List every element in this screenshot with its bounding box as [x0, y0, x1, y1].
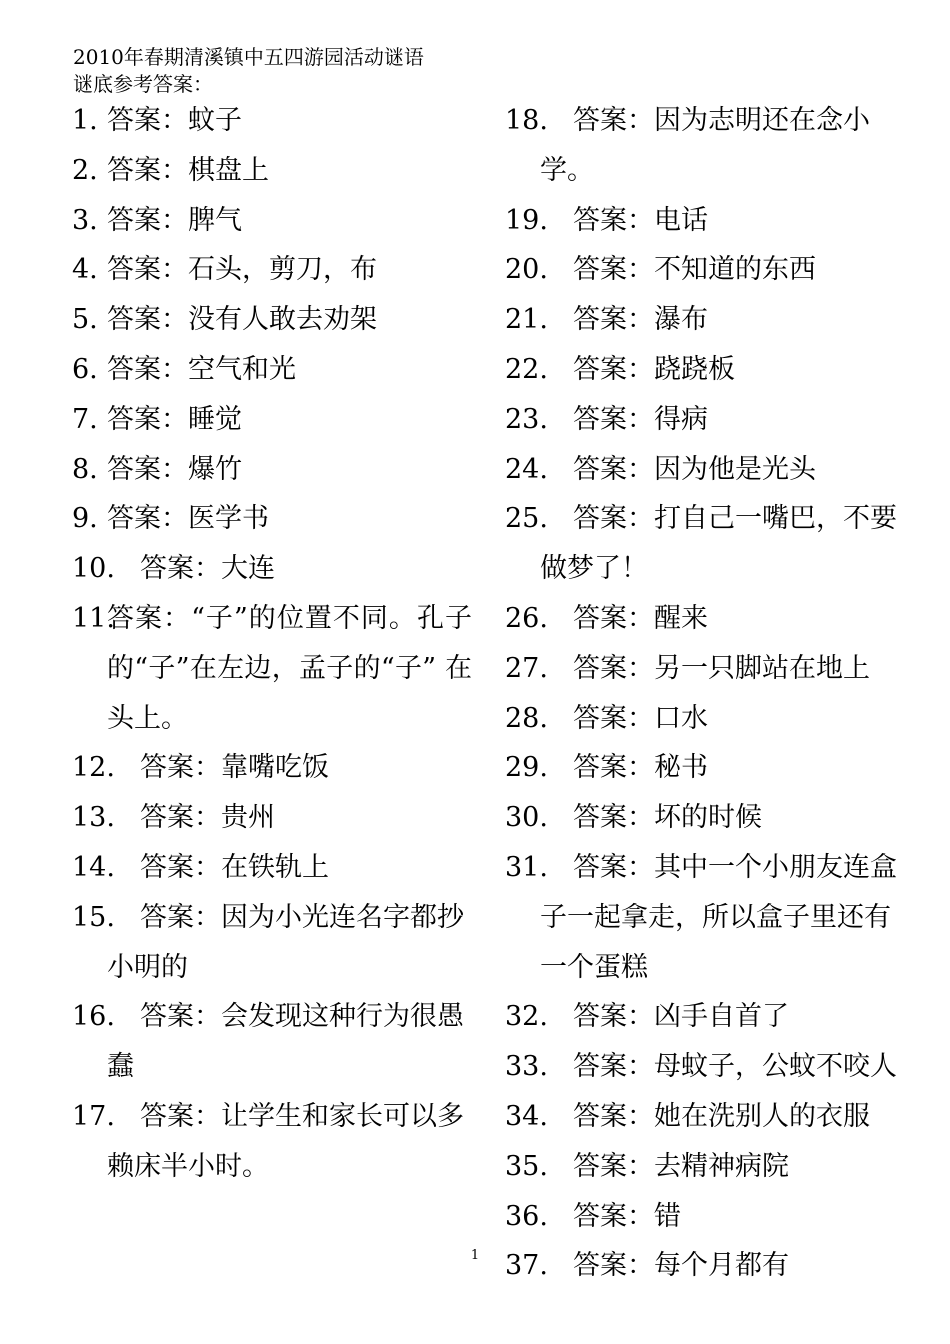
answer-number: 31.	[505, 851, 548, 883]
answer-item	[72, 743, 472, 793]
answer-text: 答案：让学生和家长可以多赖床半小时。	[107, 1100, 464, 1182]
answer-text: 答案：石头，剪刀，布	[107, 254, 377, 286]
answer-number: 7.	[72, 403, 98, 435]
answer-item	[72, 843, 472, 893]
answer-text: 答案：因为他是光头	[573, 453, 816, 485]
answer-number: 12.	[72, 752, 115, 784]
answer-item	[505, 1142, 910, 1192]
answer-item	[505, 743, 910, 793]
answer-item	[72, 345, 472, 395]
answer-item	[505, 992, 910, 1042]
answer-item	[72, 395, 472, 445]
answer-item	[72, 594, 472, 743]
answer-item	[505, 96, 910, 196]
answer-text: 答案：空气和光	[107, 353, 296, 385]
answer-number: 21.	[505, 304, 548, 336]
answer-text: 答案：她在洗别人的衣服	[573, 1100, 870, 1132]
answer-number: 37.	[505, 1250, 548, 1282]
answer-number: 26.	[505, 602, 548, 634]
answer-item	[72, 196, 472, 246]
answer-text: 答案：打自己一嘴巴，不要做梦了！	[540, 503, 897, 585]
answer-number: 1.	[72, 105, 98, 136]
answer-item	[505, 345, 910, 395]
answer-text: 答案：在铁轨上	[140, 851, 329, 883]
answer-number: 34.	[505, 1100, 548, 1132]
answer-text: 答案：母蚊子，公蚊不咬人	[573, 1051, 897, 1083]
answer-number: 6.	[72, 353, 98, 385]
answer-number: 33.	[505, 1051, 548, 1083]
answer-number: 3.	[72, 204, 98, 236]
answer-number: 32.	[505, 1001, 548, 1033]
answer-text: 答案：错	[573, 1200, 681, 1232]
answer-text: 答案：瀑布	[573, 304, 708, 336]
answer-item	[72, 1092, 472, 1192]
answer-item	[72, 893, 472, 993]
answer-text: 答案：会发现这种行为很愚蠢	[107, 1001, 464, 1083]
answer-text: 答案：没有人敢去劝架	[107, 304, 377, 336]
answer-text: 答案：靠嘴吃饭	[140, 752, 329, 784]
answer-number: 30.	[505, 802, 548, 834]
answer-number: 28.	[505, 702, 548, 734]
answer-number: 24.	[505, 453, 548, 485]
answer-item	[505, 196, 910, 246]
page-number: 1	[470, 1248, 480, 1263]
answer-item	[505, 295, 910, 345]
answer-number: 2.	[72, 154, 98, 186]
answer-item	[72, 992, 472, 1092]
answer-item	[72, 295, 472, 345]
answer-number: 14.	[72, 851, 115, 883]
answer-text: 答案：“子”的位置不同。孔子的“子”在左边，孟子的“子” 在头上。	[107, 602, 472, 734]
answer-number: 17.	[72, 1100, 115, 1132]
answer-number: 19.	[505, 204, 548, 236]
answer-text: 答案：因为志明还在念小学。	[540, 105, 870, 186]
answer-text: 答案：贵州	[140, 802, 275, 834]
answer-item	[505, 694, 910, 744]
answer-text: 答案：另一只脚站在地上	[573, 652, 870, 684]
answer-text: 答案：大连	[140, 553, 275, 585]
answer-text: 答案：每个月都有	[573, 1250, 789, 1282]
answer-number: 36.	[505, 1200, 548, 1232]
answer-text: 答案：因为小光连名字都抄小明的	[107, 901, 464, 983]
answer-number: 4.	[72, 254, 98, 286]
answer-number: 16.	[72, 1001, 115, 1033]
answers-list-right	[505, 96, 910, 1291]
answer-number: 22.	[505, 353, 548, 385]
answer-item	[72, 494, 472, 544]
answer-text: 答案：跷跷板	[573, 353, 735, 385]
answer-item	[505, 395, 910, 445]
answer-number: 5.	[72, 304, 98, 336]
document-title: 2010年春期清溪镇中五四游园活动谜语	[73, 45, 424, 69]
answer-item	[72, 544, 472, 594]
answer-number: 29.	[505, 752, 548, 784]
answer-item	[505, 445, 910, 495]
answer-item	[505, 245, 910, 295]
answer-text: 答案：蚊子	[107, 105, 242, 136]
answer-text: 答案：电话	[573, 204, 708, 236]
answer-text: 答案：去精神病院	[573, 1150, 789, 1182]
answer-item	[72, 445, 472, 495]
answer-number: 25.	[505, 503, 548, 535]
document-header	[73, 44, 424, 98]
answer-item	[505, 793, 910, 843]
answer-number: 35.	[505, 1150, 548, 1182]
answer-item	[505, 594, 910, 644]
answer-number: 10.	[72, 553, 115, 585]
answer-item	[505, 1042, 910, 1092]
answer-number: 8.	[72, 453, 98, 485]
answer-item	[505, 494, 910, 594]
answer-number: 11.	[72, 602, 115, 634]
answer-text: 答案：医学书	[107, 503, 269, 535]
answer-text: 答案：睡觉	[107, 403, 242, 435]
answer-text: 答案：其中一个小朋友连盒子一起拿走，所以盒子里还有一个蛋糕	[540, 851, 897, 983]
answer-item	[505, 843, 910, 992]
answer-number: 27.	[505, 652, 548, 684]
answer-item	[72, 96, 472, 146]
answer-number: 9.	[72, 503, 98, 535]
answer-item	[72, 146, 472, 196]
answer-text: 答案：棋盘上	[107, 154, 269, 186]
answer-item	[505, 1192, 910, 1242]
answer-item	[72, 245, 472, 295]
answers-list-left	[72, 96, 472, 1192]
answer-number: 15.	[72, 901, 115, 933]
answer-text: 答案：得病	[573, 403, 708, 435]
answer-text: 答案：坏的时候	[573, 802, 762, 834]
answer-text: 答案：秘书	[573, 752, 708, 784]
answer-text: 答案：醒来	[573, 602, 708, 634]
answer-text: 答案：爆竹	[107, 453, 242, 485]
answer-item	[505, 1092, 910, 1142]
document-subtitle: 谜底参考答案：	[73, 72, 213, 96]
answer-item	[72, 793, 472, 843]
answer-item	[505, 644, 910, 694]
answer-text: 答案：凶手自首了	[573, 1001, 789, 1033]
answer-number: 20.	[505, 254, 548, 286]
answer-text: 答案：口水	[573, 702, 708, 734]
answer-number: 13.	[72, 802, 115, 834]
answer-number: 18.	[505, 105, 548, 136]
answer-text: 答案：脾气	[107, 204, 242, 236]
answer-number: 23.	[505, 403, 548, 435]
answer-text: 答案：不知道的东西	[573, 254, 816, 286]
